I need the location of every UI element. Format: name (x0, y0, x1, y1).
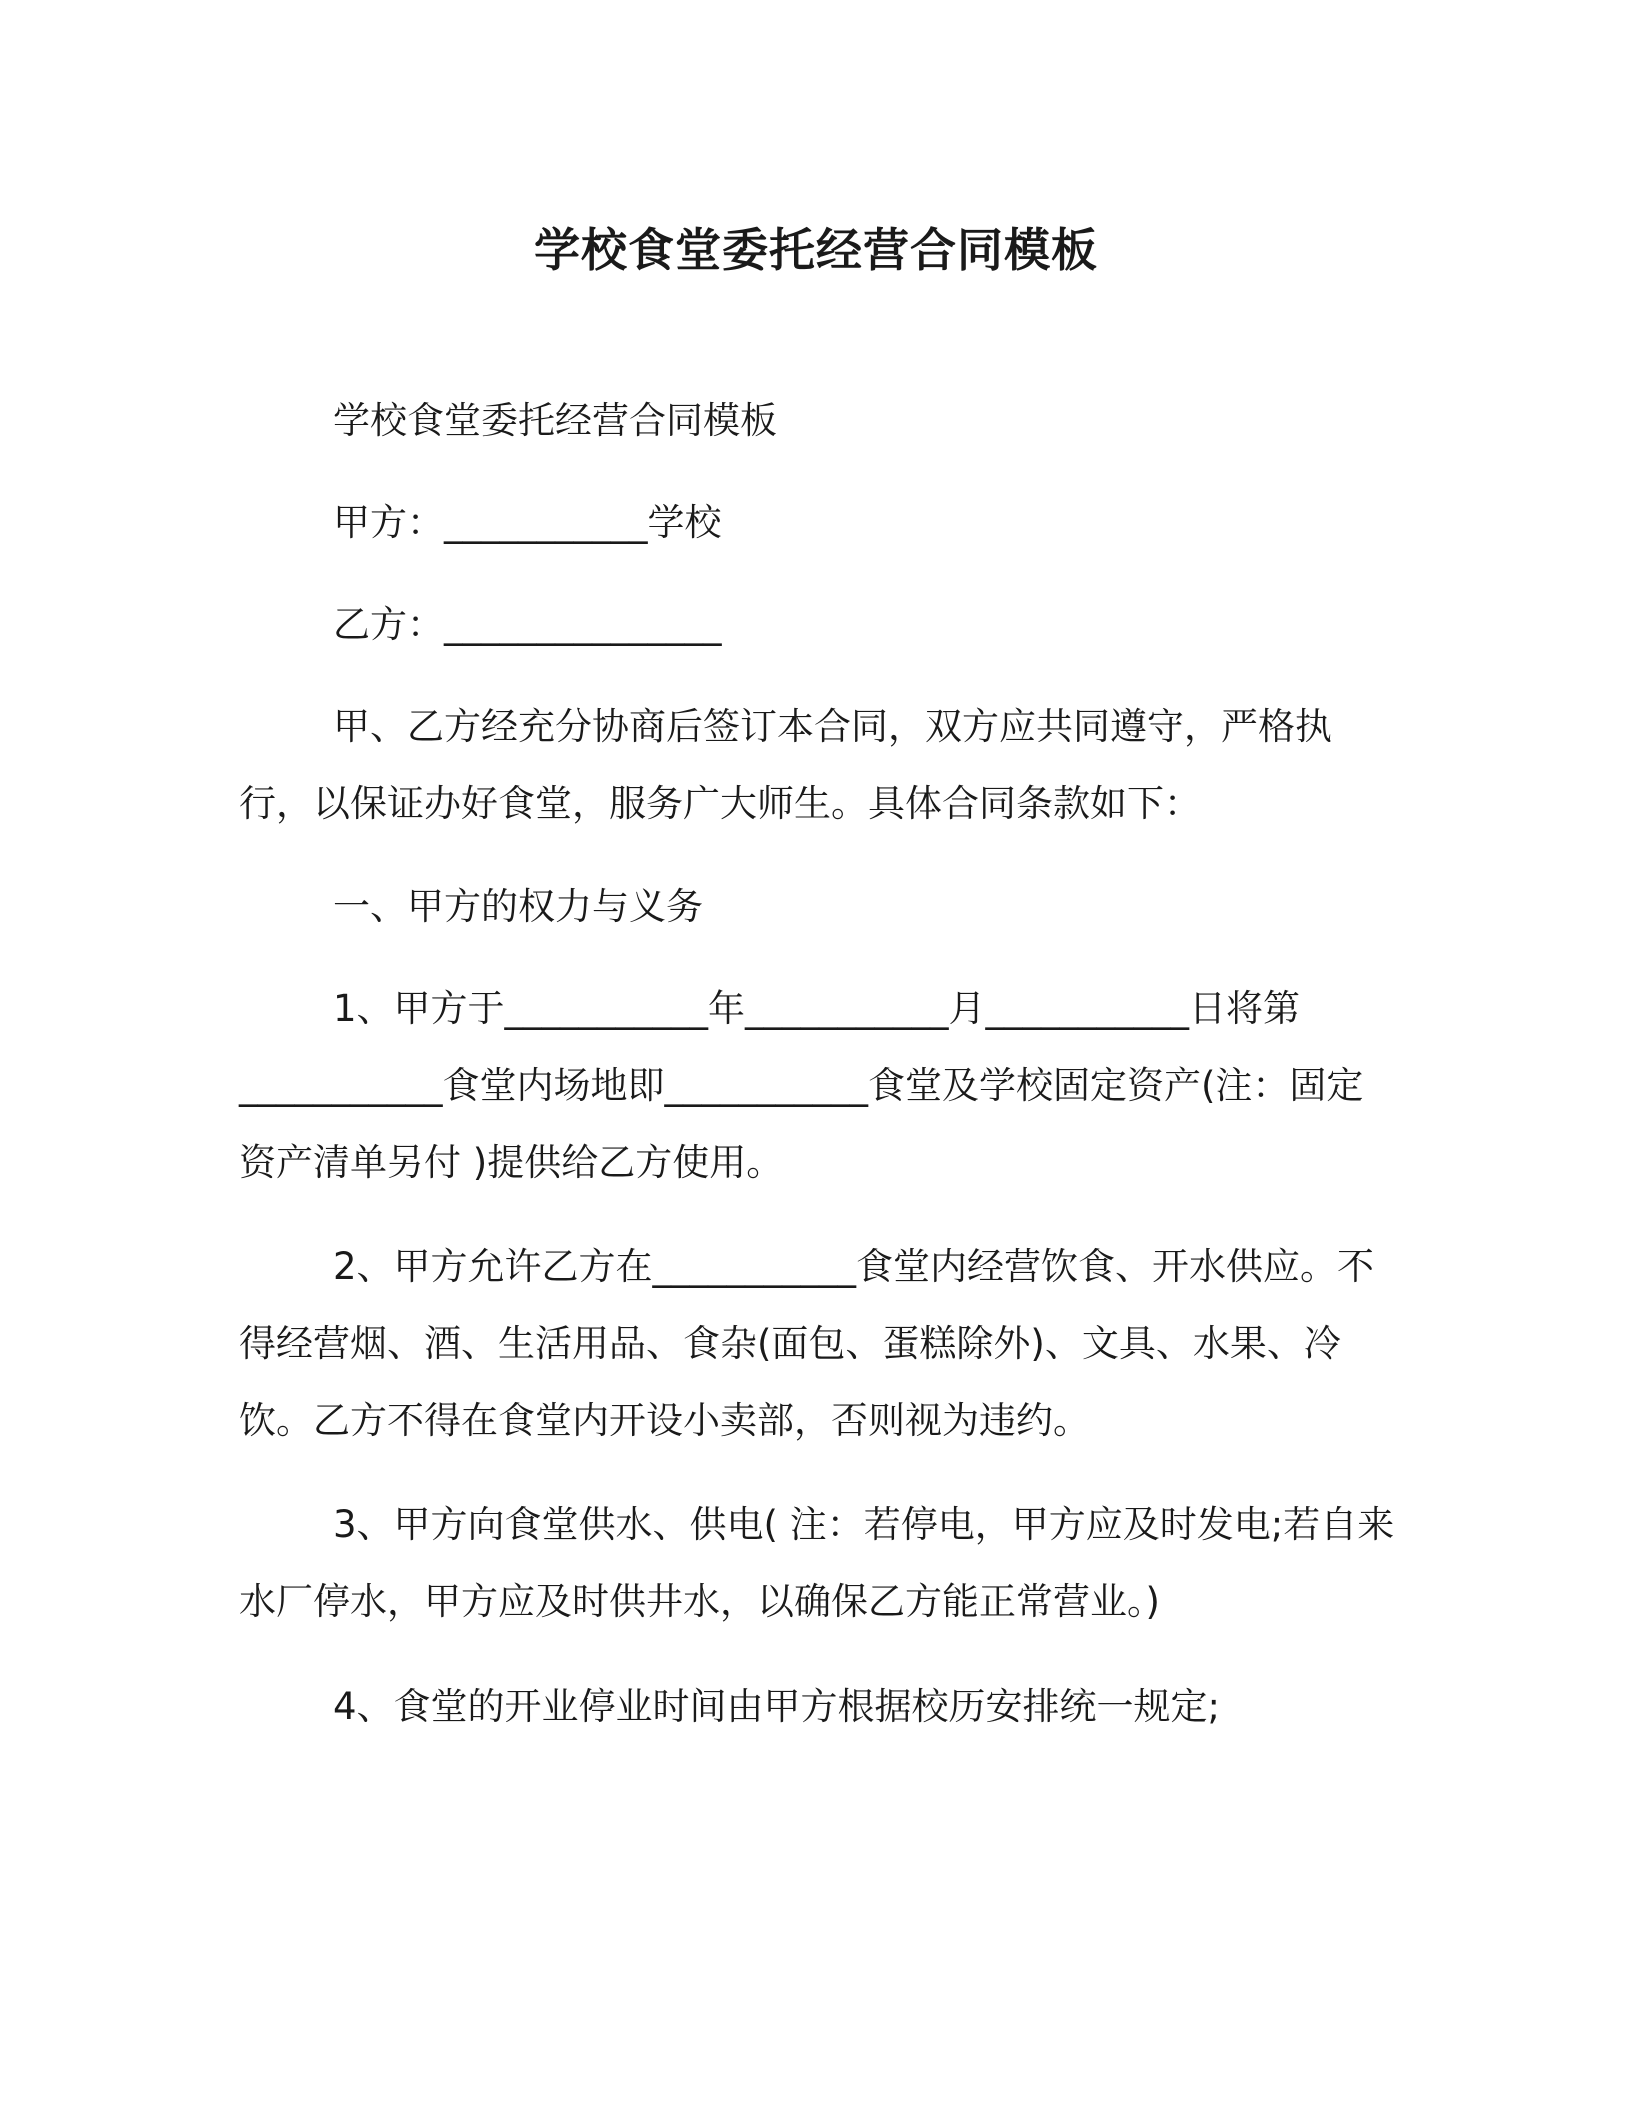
clause-4-text: 4、食堂的开业停业时间由甲方根据校历安排统一规定; (333, 1685, 1221, 1728)
clause-3-text: 3、甲方向食堂供水、供电( 注：若停电，甲方应及时发电;若自来水厂停水，甲方应及时供井水，以确保乙方能正常营业。) (239, 1503, 1395, 1623)
document-subtitle: 学校食堂委托经营合同模板 (333, 399, 777, 442)
party-a-line: 甲方：___________学校 (333, 501, 722, 544)
intro-text: 甲、乙方经充分协商后签订本合同，双方应共同遵守，严格执行，以保证办好食堂，服务广大师生。具体合同条款如下： (239, 705, 1332, 825)
clause-1-paragraph (239, 970, 1399, 1201)
clause-2-text: 2、甲方允许乙方在___________食堂内经营饮食、开水供应。不得经营烟、酒、生活用品、食杂(面包、蛋糕除外)、文具、水果、冷饮。乙方不得在食堂内开设小卖部，否则视为违约。 (239, 1245, 1375, 1442)
party-b-line: 乙方：_______________ (333, 603, 722, 646)
section-1-heading: 一、甲方的权力与义务 (333, 885, 703, 928)
clause-4-paragraph (239, 1668, 1399, 1745)
clause-2-paragraph (239, 1228, 1399, 1459)
intro-paragraph (239, 688, 1399, 842)
document-title: 学校食堂委托经营合同模板 (534, 223, 1098, 277)
clause-1-text: 1、甲方于___________年___________月___________日将第___________食堂内场地即___________食堂及学校固定资产(注：固定资产清单另付 )提供给乙方使用。 (239, 987, 1364, 1184)
clause-3-paragraph (239, 1486, 1399, 1640)
